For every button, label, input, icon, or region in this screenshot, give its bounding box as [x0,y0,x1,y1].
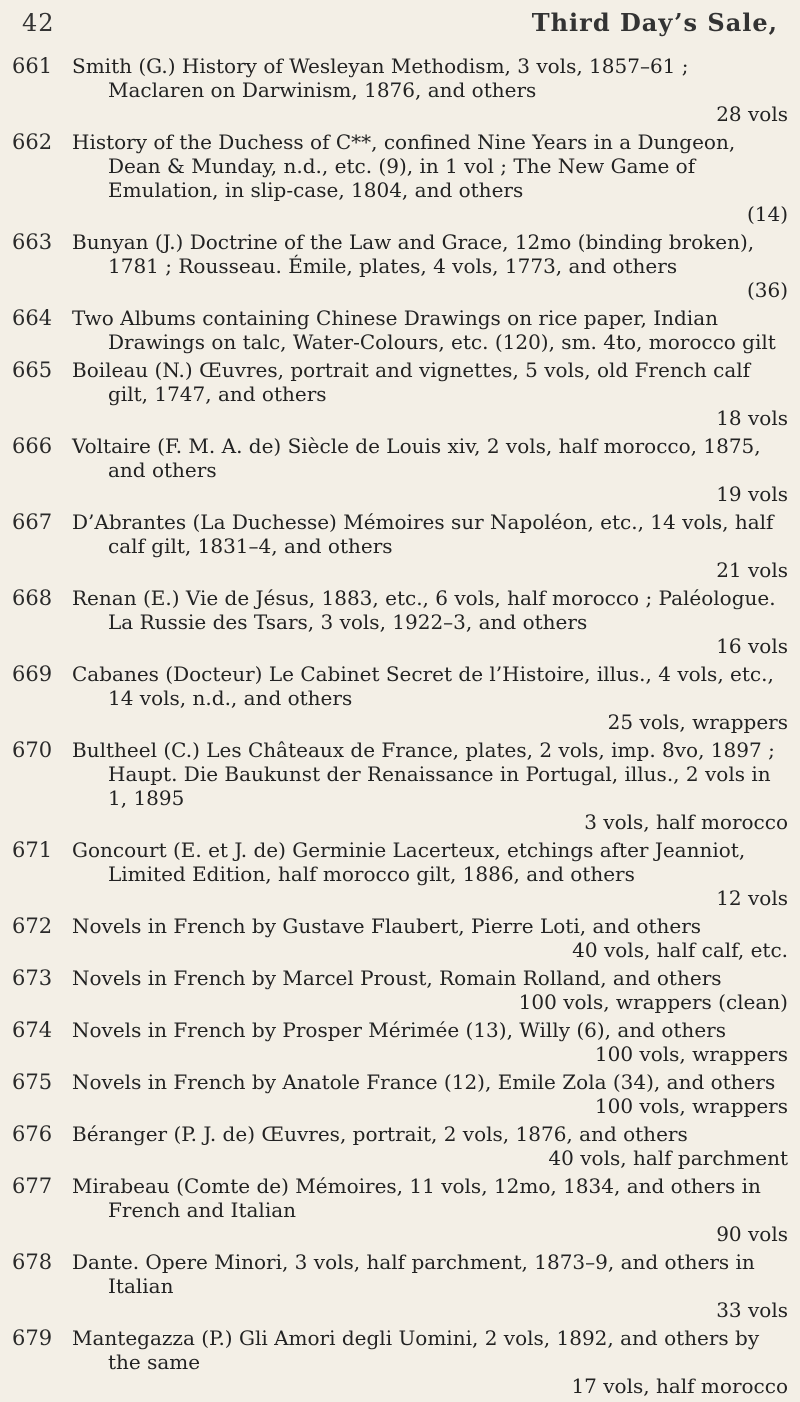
lot-quantity: 40 vols, half parchment [548,1146,788,1170]
lot-number: 667 [12,510,53,534]
lot-text: Novels in French by Marcel Proust, Romain Rolland, and others [72,966,722,990]
lot-number: 666 [12,434,53,458]
lot-description [72,130,788,226]
lot-description [72,1122,788,1170]
lot-entry [12,966,788,1014]
lot-entry [12,1018,788,1066]
lot-description [72,230,788,302]
lot-quantity: 16 vols [716,634,788,658]
lot-description [72,306,788,354]
lot-quantity: 18 vols [716,406,788,430]
lot-number: 674 [12,1018,53,1042]
lot-entry [12,230,788,302]
lot-text: Béranger (P. J. de) Œuvres, portrait, 2 vols, 1876, and others [72,1122,688,1146]
lot-text: Novels in French by Anatole France (12), Emile Zola (34), and others [72,1070,776,1094]
lot-text: Smith (G.) History of Wesleyan Methodism, 3 vols, 1857–61 ; Maclaren on Darwinism, 1876, and others [72,54,689,102]
lot-number: 677 [12,1174,53,1198]
lot-number: 675 [12,1070,53,1094]
lot-text: Mantegazza (P.) Gli Amori degli Uomini, 2 vols, 1892, and others by the same [72,1326,760,1374]
lot-quantity: 40 vols, half calf, etc. [572,938,788,962]
lot-text: Voltaire (F. M. A. de) Siècle de Louis xiv, 2 vols, half morocco, 1875, and others [72,434,761,482]
lot-entry [12,434,788,506]
lot-entry [12,738,788,834]
lot-description [72,738,788,834]
running-title: Third Day’s Sale, [531,8,778,37]
lot-quantity: (36) [746,278,788,302]
lot-description [72,54,788,126]
lot-number: 670 [12,738,53,762]
lot-quantity: 12 vols [716,886,788,910]
lot-description [72,1070,788,1118]
lot-quantity: 100 vols, wrappers (clean) [518,990,788,1014]
lot-quantity: (14) [746,202,788,226]
lot-number: 678 [12,1250,53,1274]
lot-entry [12,306,788,354]
lot-text: Bultheel (C.) Les Châteaux de France, plates, 2 vols, imp. 8vo, 1897 ; Haupt. Die Baukunst der Renaissance in Portugal, illus., 2 vols in 1, 1895 [72,738,775,810]
lot-text: Boileau (N.) Œuvres, portrait and vignettes, 5 vols, old French calf gilt, 1747, and others [72,358,751,406]
lot-entry [12,586,788,658]
lot-entry [12,1250,788,1322]
lot-description [72,1174,788,1246]
lot-quantity: 90 vols [716,1222,788,1246]
lot-description [72,358,788,430]
lot-list [12,54,788,1402]
lot-number: 662 [12,130,53,154]
lot-quantity: 19 vols [716,482,788,506]
lot-quantity: 100 vols, wrappers [594,1094,788,1118]
lot-description [72,510,788,582]
lot-quantity: 28 vols [716,102,788,126]
lot-description [72,434,788,506]
lot-number: 665 [12,358,53,382]
lot-quantity: 17 vols, half morocco [571,1374,788,1398]
lot-entry [12,130,788,226]
lot-text: Bunyan (J.) Doctrine of the Law and Grace, 12mo (binding broken), 1781 ; Rousseau. Émile, plates, 4 vols, 1773, and others [72,230,755,278]
lot-number: 663 [12,230,53,254]
lot-quantity: 3 vols, half morocco [584,810,788,834]
lot-text: Novels in French by Prosper Mérimée (13), Willy (6), and others [72,1018,726,1042]
lot-number: 668 [12,586,53,610]
lot-entry [12,1070,788,1118]
lot-description [72,1326,788,1398]
lot-description [72,838,788,910]
lot-entry [12,914,788,962]
lot-number: 676 [12,1122,53,1146]
lot-text: Novels in French by Gustave Flaubert, Pierre Loti, and others [72,914,702,938]
lot-entry [12,838,788,910]
lot-description [72,1018,788,1066]
lot-number: 673 [12,966,53,990]
lot-number: 671 [12,838,53,862]
lot-description [72,966,788,1014]
lot-text: History of the Duchess of C**, confined Nine Years in a Dungeon, Dean & Munday, n.d., etc. (9), in 1 vol ; The New Game of Emulation, in slip-case, 1804, and others [72,130,736,202]
lot-text: Mirabeau (Comte de) Mémoires, 11 vols, 12mo, 1834, and others in French and Italian [72,1174,761,1222]
lot-quantity: 33 vols [716,1298,788,1322]
page-header [22,8,778,36]
lot-number: 679 [12,1326,53,1350]
lot-description [72,914,788,962]
lot-entry [12,1326,788,1398]
lot-text: Dante. Opere Minori, 3 vols, half parchment, 1873–9, and others in Italian [72,1250,755,1298]
lot-text: Renan (E.) Vie de Jésus, 1883, etc., 6 vols, half morocco ; Paléologue. La Russie des Tsars, 3 vols, 1922–3, and others [72,586,776,634]
lot-text: D’Abrantes (La Duchesse) Mémoires sur Napoléon, etc., 14 vols, half calf gilt, 1831–4, and others [72,510,774,558]
lot-entry [12,662,788,734]
lot-number: 672 [12,914,53,938]
lot-entry [12,358,788,430]
lot-text: Two Albums containing Chinese Drawings on rice paper, Indian Drawings on talc, Water-Colours, etc. (120), sm. 4to, morocco gilt [72,306,776,354]
lot-quantity: 21 vols [716,558,788,582]
lot-text: Cabanes (Docteur) Le Cabinet Secret de l’Histoire, illus., 4 vols, etc., 14 vols, n.d., and others [72,662,774,710]
lot-entry [12,1122,788,1170]
lot-entry [12,54,788,126]
page-number: 42 [22,9,55,37]
lot-description [72,1250,788,1322]
lot-text: Goncourt (E. et J. de) Germinie Lacerteux, etchings after Jeanniot, Limited Edition, half morocco gilt, 1886, and others [72,838,746,886]
lot-number: 669 [12,662,53,686]
lot-entry [12,1174,788,1246]
lot-quantity: 100 vols, wrappers [594,1042,788,1066]
lot-description [72,662,788,734]
lot-number: 664 [12,306,53,330]
lot-number: 661 [12,54,53,78]
lot-quantity: 25 vols, wrappers [607,710,788,734]
lot-description [72,586,788,658]
lot-entry [12,510,788,582]
